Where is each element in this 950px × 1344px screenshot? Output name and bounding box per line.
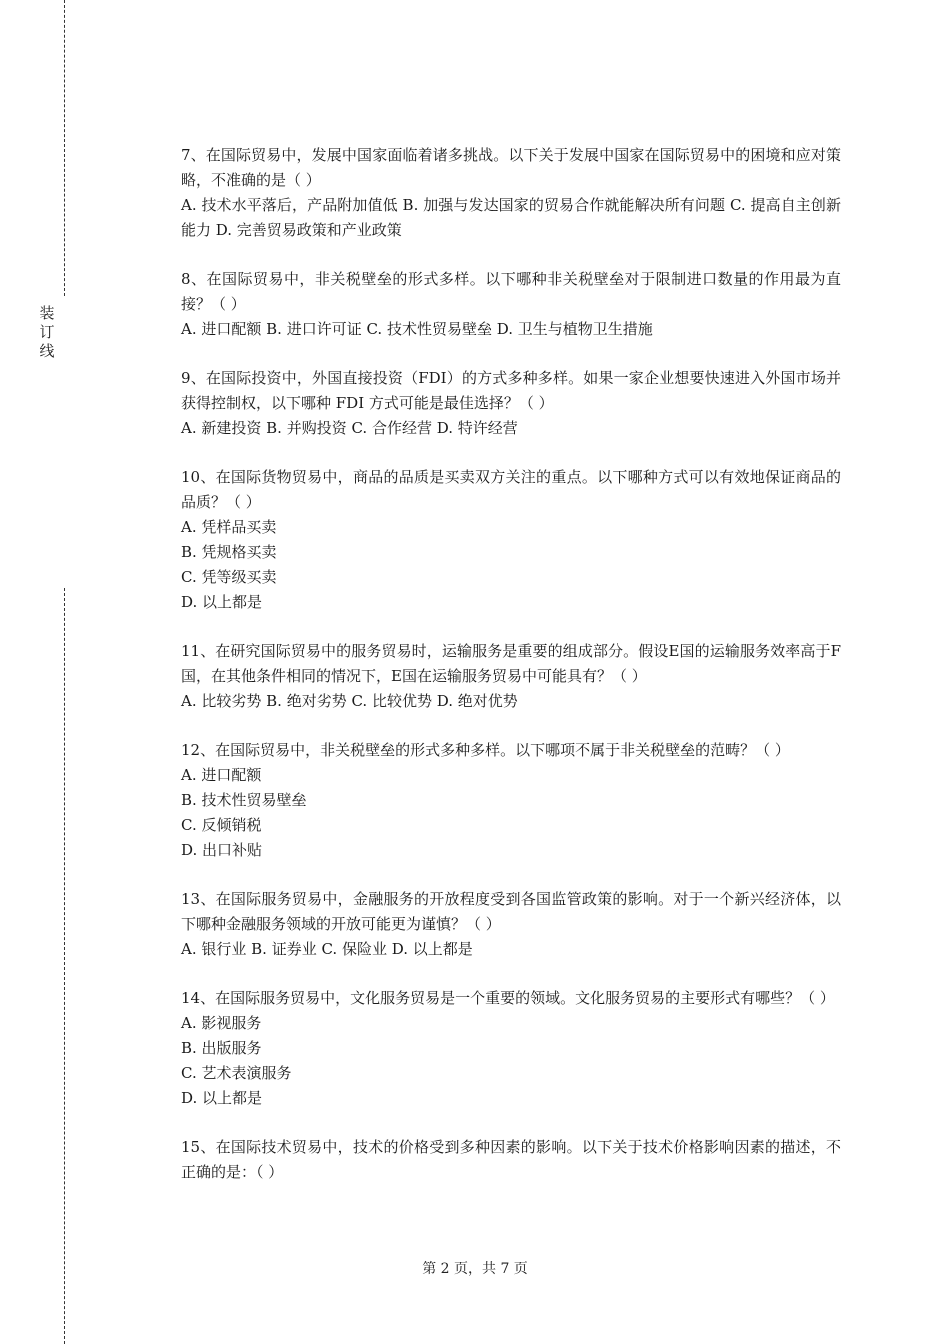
option-d: D. 以上都是	[181, 1089, 263, 1107]
option-c: C. 艺术表演服务	[181, 1064, 292, 1082]
binding-line-bottom	[64, 588, 65, 1344]
question-15	[181, 1135, 841, 1185]
question-stem: 14、在国际服务贸易中，文化服务贸易是一个重要的领域。文化服务贸易的主要形式有哪些？（ ）	[181, 989, 835, 1007]
binding-char: 装	[39, 304, 55, 322]
question-options: A. 进口配额 B. 进口许可证 C. 技术性贸易壁垒 D. 卫生与植物卫生措施	[181, 320, 653, 338]
option-d: D. 以上都是	[181, 593, 263, 611]
question-options: A. 新建投资 B. 并购投资 C. 合作经营 D. 特许经营	[181, 419, 518, 437]
question-stem: 13、在国际服务贸易中，金融服务的开放程度受到各国监管政策的影响。对于一个新兴经济体，以下哪种金融服务领域的开放可能更为谨慎？（ ）	[181, 890, 841, 933]
question-13	[181, 887, 841, 962]
question-14	[181, 986, 841, 1111]
question-stem: 11、在研究国际贸易中的服务贸易时，运输服务是重要的组成部分。假设E国的运输服务效率高于F国，在其他条件相同的情况下，E国在运输服务贸易中可能具有？（ ）	[181, 642, 841, 685]
question-stem: 7、在国际贸易中，发展中国家面临着诸多挑战。以下关于发展中国家在国际贸易中的困境和应对策略，不准确的是（ ）	[181, 146, 841, 189]
option-a: A. 影视服务	[181, 1014, 262, 1032]
question-options: A. 比较劣势 B. 绝对劣势 C. 比较优势 D. 绝对优势	[181, 692, 518, 710]
question-7	[181, 143, 841, 243]
question-10	[181, 465, 841, 615]
binding-label	[36, 304, 58, 361]
option-d: D. 出口补贴	[181, 841, 263, 859]
question-stem: 8、在国际贸易中，非关税壁垒的形式多样。以下哪种非关税壁垒对于限制进口数量的作用最为直接？（ ）	[181, 270, 841, 313]
question-12	[181, 738, 841, 863]
question-stem: 10、在国际货物贸易中，商品的品质是买卖双方关注的重点。以下哪种方式可以有效地保证商品的品质？（ ）	[181, 468, 841, 511]
option-a: A. 凭样品买卖	[181, 518, 277, 536]
question-stem: 12、在国际贸易中，非关税壁垒的形式多种多样。以下哪项不属于非关税壁垒的范畴？（ ）	[181, 741, 790, 759]
binding-line-top	[64, 0, 65, 296]
option-b: B. 出版服务	[181, 1039, 262, 1057]
question-options: A. 银行业 B. 证券业 C. 保险业 D. 以上都是	[181, 940, 473, 958]
question-11	[181, 639, 841, 714]
question-9	[181, 366, 841, 441]
option-b: B. 技术性贸易壁垒	[181, 791, 307, 809]
question-list	[181, 143, 841, 1209]
option-c: C. 反倾销税	[181, 816, 262, 834]
binding-char: 订	[39, 323, 55, 341]
question-8	[181, 267, 841, 342]
option-c: C. 凭等级买卖	[181, 568, 277, 586]
option-b: B. 凭规格买卖	[181, 543, 277, 561]
binding-char: 线	[39, 342, 55, 360]
question-options: A. 技术水平落后，产品附加值低 B. 加强与发达国家的贸易合作就能解决所有问题 C. 提高自主创新能力 D. 完善贸易政策和产业政策	[181, 196, 841, 239]
question-stem: 15、在国际技术贸易中，技术的价格受到多种因素的影响。以下关于技术价格影响因素的描述，不正确的是：（ ）	[181, 1138, 841, 1181]
question-stem: 9、在国际投资中，外国直接投资（FDI）的方式多种多样。如果一家企业想要快速进入外国市场并获得控制权，以下哪种 FDI 方式可能是最佳选择？（ ）	[181, 369, 841, 412]
page-indicator: 第 2 页，共 7 页	[422, 1261, 528, 1277]
option-a: A. 进口配额	[181, 766, 262, 784]
